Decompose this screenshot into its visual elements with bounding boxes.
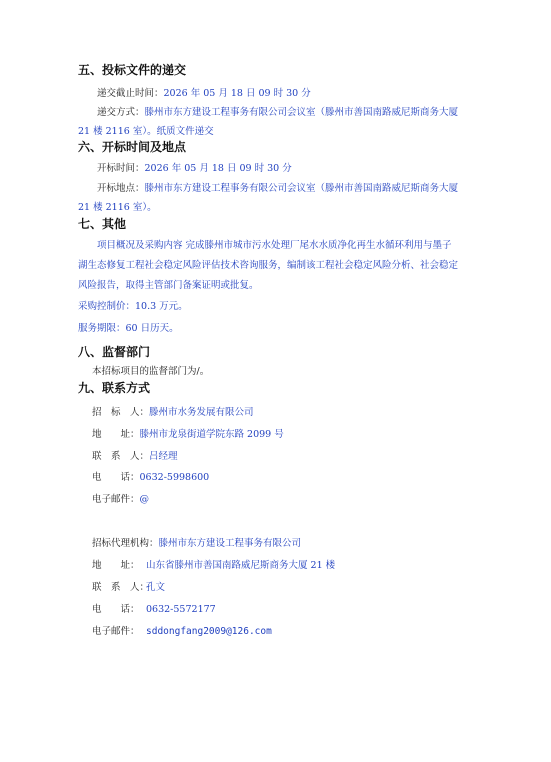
buyer-contact-line [92,448,178,462]
buyer-contact-label: 联 系 人： [92,451,150,462]
project-overview-line-2: 湖生态修复工程社会稳定风险评估技术咨询服务，编制该工程社会稳定风险分析、社会稳定 [78,260,459,271]
agent-address-label: 地 址： [92,560,140,571]
buyer-contact-value: 吕经理 [149,451,178,462]
buyer-address-value: 滕州市龙泉街道学院东路 2099 号 [139,429,284,440]
open-time-label: 开标时间： [97,163,145,174]
buyer-email-label: 电子邮件： [92,494,140,505]
open-place-label: 开标地点： [97,183,145,194]
buyer-phone-value: 0632-5998600 [139,472,210,483]
section-8-heading: 八、监督部门 [78,345,151,359]
buyer-name-value: 滕州市水务发展有限公司 [149,407,254,418]
agent-phone-value: 0632-5572177 [146,604,216,615]
agent-email-value: sddongfang2009@126.com [146,626,272,637]
buyer-phone-line [92,469,209,483]
agent-email-line [92,623,272,637]
agent-phone-label: 电 话： [92,604,140,615]
buyer-email-line [92,491,149,505]
buyer-address-line [92,426,284,440]
agent-address-line [92,557,335,571]
section-6-heading: 六、开标时间及地点 [78,140,187,154]
deadline-line [97,85,311,99]
buyer-address-label: 地 址： [92,429,140,440]
agent-name-label: 招标代理机构： [92,538,159,549]
submit-method-value: 滕州市东方建设工程事务有限公司会议室（滕州市善国南路威尼斯商务大厦 [144,107,459,118]
deadline-value: 2026 年 05 月 18 日 09 时 30 分 [163,88,311,99]
agent-contact-value: 孔文 [146,582,166,593]
service-period-line: 服务期限：60 日历天。 [78,323,179,334]
buyer-name-label: 招 标 人： [92,407,150,418]
buyer-name-line [92,404,254,418]
project-overview-line-3: 风险报告，取得主管部门备案证明或批复。 [78,280,259,291]
agent-name-value: 滕州市东方建设工程事务有限公司 [158,538,302,549]
open-place-value: 滕州市东方建设工程事务有限公司会议室（滕州市善国南路威尼斯商务大厦 [144,183,459,194]
buyer-email-value: @ [139,494,150,505]
section-9-heading: 九、联系方式 [78,381,151,395]
open-time-line [97,160,292,174]
agent-contact-line [92,579,165,593]
open-time-value: 2026 年 05 月 18 日 09 时 30 分 [144,163,292,174]
submit-method-label: 递交方式： [97,107,145,118]
section-5-heading: 五、投标文件的递交 [78,63,187,77]
buyer-phone-label: 电 话： [92,472,140,483]
submit-method-value-cont: 21 楼 2116 室）。纸质文件递交 [78,126,214,137]
budget-line: 采购控制价：10.3 万元。 [78,301,188,312]
supervision-text: 本招标项目的监督部门为/。 [92,366,210,377]
open-place-line [97,180,458,194]
deadline-label: 递交截止时间： [97,88,164,99]
section-7-heading: 七、其他 [78,217,127,231]
agent-address-value: 山东省滕州市善国南路威尼斯商务大厦 21 楼 [146,560,336,571]
agent-name-line [92,535,301,549]
project-overview-line-1: 项目概况及采购内容 完成滕州市城市污水处理厂尾水水质净化再生水循环利用与墨子 [97,240,452,251]
agent-email-label: 电子邮件： [92,626,140,637]
open-place-value-cont: 21 楼 2116 室）。 [78,202,157,213]
submit-method-line [97,104,458,118]
agent-contact-label: 联 系 人： [92,582,150,593]
agent-phone-line [92,601,216,615]
